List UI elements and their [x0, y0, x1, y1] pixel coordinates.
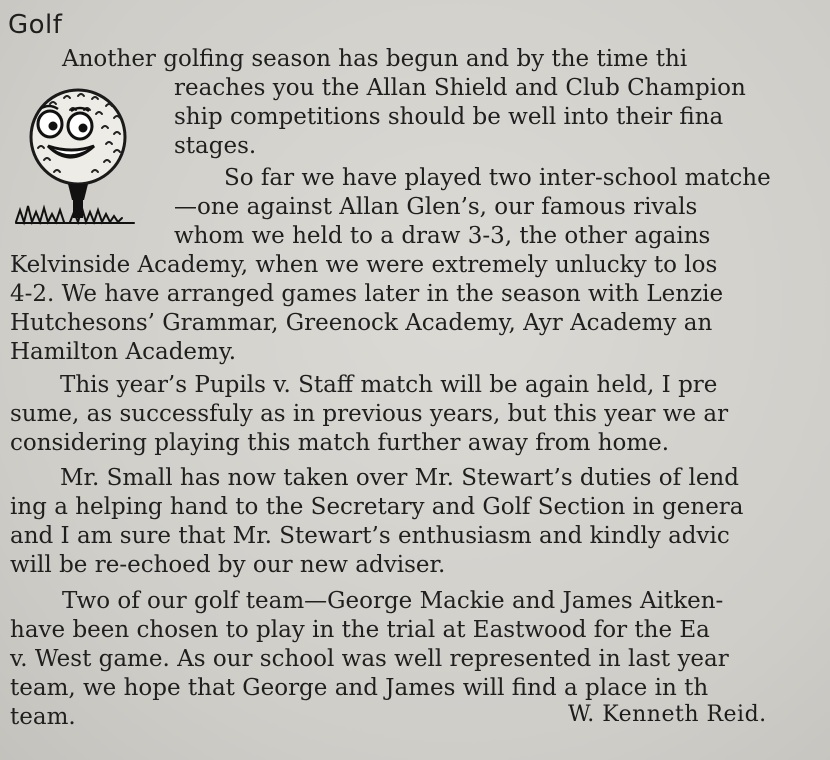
text-line: Hamilton Academy.: [10, 339, 237, 365]
text-line: Kelvinside Academy, when we were extremely unlucky to los: [10, 252, 718, 278]
text-line: will be re-echoed by our new adviser.: [10, 552, 446, 578]
text-line: ing a helping hand to the Secretary and Golf Section in genera: [10, 494, 744, 520]
text-line: So far we have played two inter-school matche: [224, 165, 771, 191]
golf-ball-cartoon-icon: [10, 82, 150, 247]
section-title: Golf: [8, 10, 63, 40]
text-line: ship competitions should be well into their fina: [174, 104, 724, 130]
author-signature: W. Kenneth Reid.: [568, 702, 767, 727]
text-line: Mr. Small has now taken over Mr. Stewart’s duties of lend: [60, 465, 739, 491]
text-line: sume, as successfuly as in previous years, but this year we ar: [10, 401, 729, 427]
text-line: This year’s Pupils v. Staff match will be again held, I pre: [60, 372, 718, 398]
text-line: Another golfing season has begun and by the time thi: [62, 46, 688, 72]
text-line: reaches you the Allan Shield and Club Champion: [174, 75, 746, 101]
text-line: team.: [10, 704, 76, 730]
text-line: team, we hope that George and James will find a place in th: [10, 675, 709, 701]
text-line: v. West game. As our school was well represented in last year: [10, 646, 729, 672]
text-line: have been chosen to play in the trial at Eastwood for the Ea: [10, 617, 710, 643]
text-line: 4-2. We have arranged games later in the season with Lenzie: [10, 281, 724, 307]
text-line: Hutchesons’ Grammar, Greenock Academy, Ayr Academy an: [10, 310, 713, 336]
text-line: Two of our golf team—George Mackie and James Aitken-: [62, 588, 724, 614]
text-line: whom we held to a draw 3-3, the other agains: [174, 223, 711, 249]
text-line: considering playing this match further away from home.: [10, 430, 670, 456]
text-line: and I am sure that Mr. Stewart’s enthusiasm and kindly advic: [10, 523, 730, 549]
text-line: stages.: [174, 133, 257, 159]
text-line: —one against Allan Glen’s, our famous rivals: [174, 194, 698, 220]
